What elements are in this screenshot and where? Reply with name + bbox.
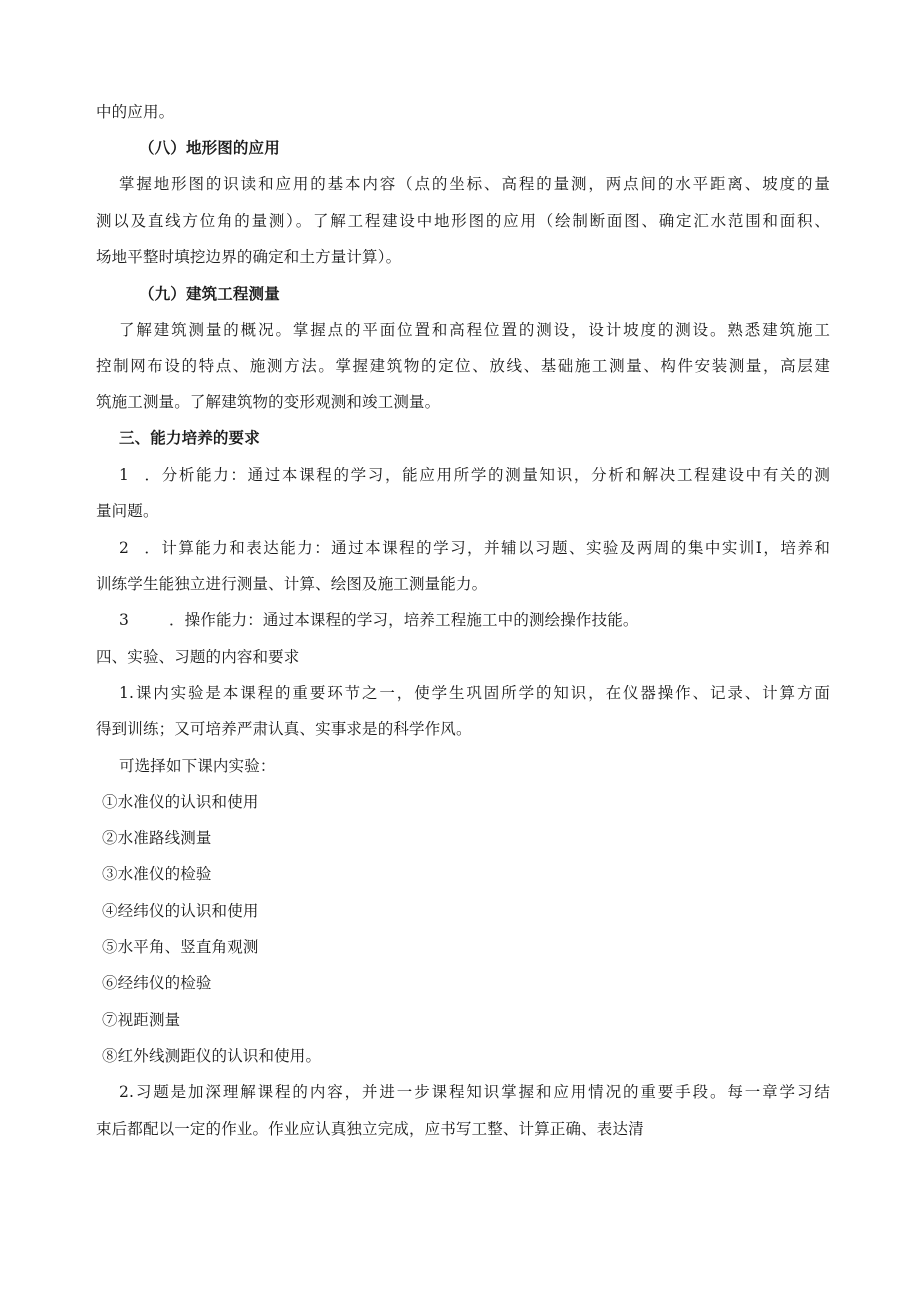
paragraph-line: 得到训练；又可培养严肃认真、实事求是的科学作风。	[96, 720, 472, 738]
section-heading-3: 三、能力培养的要求	[119, 428, 260, 447]
list-number: 1	[119, 466, 130, 484]
paragraph-line: 控制网布设的特点、施测方法。掌握建筑物的定位、放线、基础施工测量、构件安装测量，高层建	[96, 357, 830, 375]
section-heading-9: （九）建筑工程测量	[139, 284, 280, 303]
ability-item-2	[119, 538, 830, 558]
lab-intro: 可选择如下课内实验：	[119, 757, 276, 775]
paragraph-line: 筑施工测量。了解建筑物的变形观测和竣工测量。	[96, 393, 441, 411]
paragraph-line: 2.习题是加深理解课程的内容，并进一步课程知识掌握和应用情况的重要手段。每一章学习结	[119, 1083, 830, 1101]
paragraph-line: 了解建筑测量的概况。掌握点的平面位置和高程位置的测设，设计坡度的测设。熟悉建筑施工	[119, 321, 830, 339]
lab-item: ⑦视距测量	[102, 1011, 181, 1029]
paragraph-line: 测以及直线方位角的量测）。了解工程建设中地形图的应用（绘制断面图、确定汇水范围和面积、	[96, 212, 830, 230]
list-text: ．分析能力：通过本课程的学习，能应用所学的测量知识，分析和解决工程建设中有关的测	[143, 466, 830, 484]
list-number: 3	[119, 611, 130, 629]
ability-item-1	[119, 465, 830, 485]
paragraph-line: 场地平整时填挖边界的确定和土方量计算）。	[96, 248, 402, 266]
ability-item-3	[119, 610, 853, 630]
list-text: ．操作能力：通过本课程的学习，培养工程施工中的测绘操作技能。	[169, 611, 639, 629]
paragraph-line: 训练学生能独立进行测量、计算、绘图及施工测量能力。	[96, 575, 488, 593]
lab-item: ③水准仪的检验	[102, 865, 212, 883]
lab-item: ⑤水平角、竖直角观测	[102, 938, 259, 956]
lab-item: ④经纬仪的认识和使用	[102, 902, 259, 920]
paragraph-end-line: 中的应用。	[96, 103, 175, 121]
section-heading-4: 四、实验、习题的内容和要求	[96, 648, 300, 666]
lab-item: ⑥经纬仪的检验	[102, 974, 212, 992]
paragraph-line: 量问题。	[96, 502, 159, 520]
lab-item: ⑧红外线测距仪的认识和使用。	[102, 1047, 322, 1065]
lab-item: ①水准仪的认识和使用	[102, 793, 259, 811]
section-heading-8: （八）地形图的应用	[139, 138, 280, 157]
paragraph-line: 1.课内实验是本课程的重要环节之一，使学生巩固所学的知识，在仪器操作、记录、计算方面	[119, 684, 830, 702]
list-number: 2	[119, 539, 130, 557]
lab-item: ②水准路线测量	[102, 829, 212, 847]
paragraph-line: 束后都配以一定的作业。作业应认真独立完成，应书写工整、计算正确、表达清	[96, 1120, 644, 1138]
list-text: ．计算能力和表达能力：通过本课程的学习，并辅以习题、实验及两周的集中实训I，培养和	[143, 539, 830, 557]
paragraph-line: 掌握地形图的识读和应用的基本内容（点的坐标、高程的量测，两点间的水平距离、坡度的量	[119, 175, 830, 193]
